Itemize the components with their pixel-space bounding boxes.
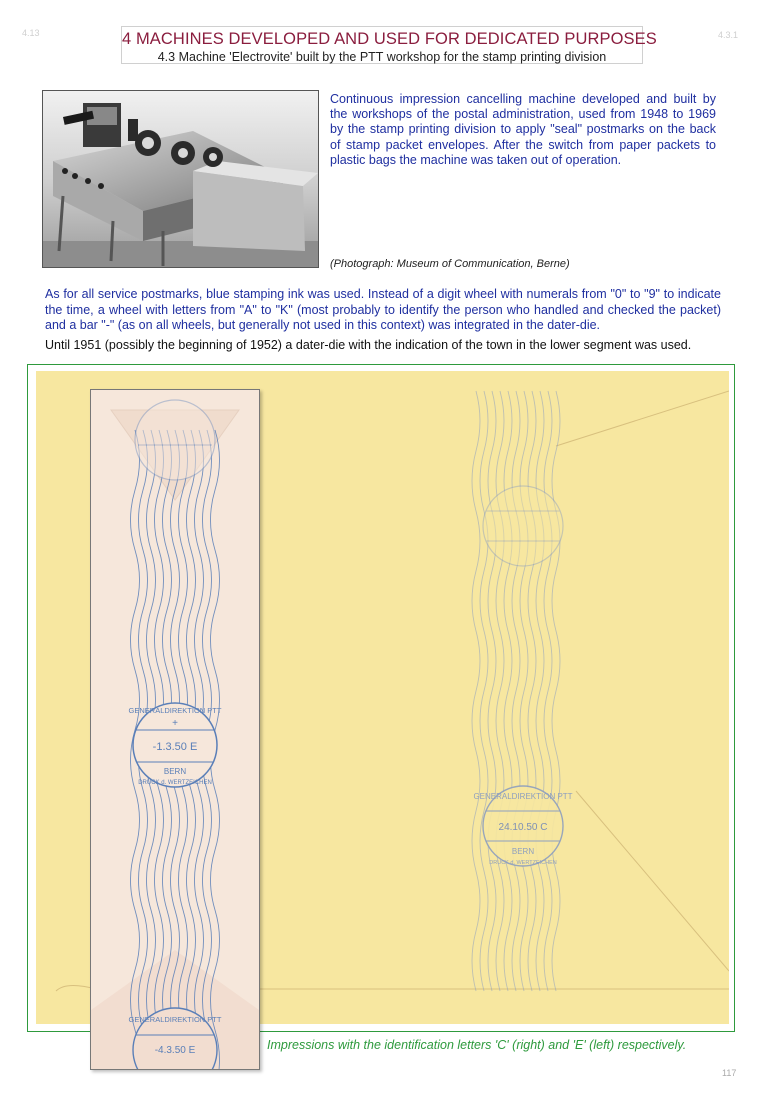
strip-bottom-postmark: [129, 1008, 222, 1069]
exhibit-caption: Impressions with the identification letters 'C' (right) and 'E' (left) respectively.: [267, 1038, 687, 1052]
title-box: [121, 26, 657, 64]
machine-illustration: [43, 91, 319, 268]
right-postmark-bottom: DRUCK d. WERTZEICHEN: [489, 860, 557, 866]
strip-top-faint-postmark: [135, 400, 215, 480]
right-page-ref: 4.3.1: [718, 30, 739, 40]
right-postmark-town: BERN: [511, 847, 535, 856]
left-postmark-date: -1.3.50 E: [152, 741, 198, 753]
stamp-packet-strip: [90, 389, 260, 1070]
machine-description: Continuous impression cancelling machine developed and built by the workshops of the postal administration, used from 1948 to 1969 by the stamp printing division to apply "seal" postmarks on the back of stamp packet envelopes. After the switch from paper packets to plastic bags the machine was taken out of operation.: [330, 92, 716, 167]
left-postmark-cross: +: [172, 718, 178, 729]
dater-die-note: Until 1951 (possibly the beginning of 1952) a dater-die with the indication of the town in the lower segment was used.: [45, 338, 692, 352]
left-page-ref: 4.13: [22, 28, 40, 38]
machine-photo: [42, 90, 319, 268]
right-postmark-top: GENERALDIREKTION PTT: [473, 792, 573, 801]
right-postmark-date: 24.10.50 C: [498, 822, 548, 833]
page-title: 4 MACHINES DEVELOPED AND USED FOR DEDICATED PURPOSES: [122, 30, 657, 48]
left-postmark-town: BERN: [163, 767, 187, 776]
left-postmark-top: GENERALDIREKTION PTT: [128, 706, 222, 715]
strip-drawing: [91, 390, 259, 1069]
upper-faint-postmark: [483, 486, 563, 566]
page-subtitle: 4.3 Machine 'Electrovite' built by the PTT workshop for the stamp printing division: [157, 50, 607, 64]
ink-paragraph: As for all service postmarks, blue stamping ink was used. Instead of a digit wheel with numerals from "0" to "9" to indicate the time, a wheel with letters from "A" to "K" (most probably to identify the person who handled and checked the packet) and a bar "-" (as on all wheels, but generally not used in this context) was integrated in the dater-die.: [45, 287, 721, 332]
strip-bottom-postmark-top: GENERALDIREKTION PTT: [128, 1015, 222, 1024]
photo-caption: (Photograph: Museum of Communication, Berne): [330, 258, 570, 270]
left-postmark-bottom: DRUCK d. WERTZEICHEN: [138, 780, 212, 786]
strip-bottom-postmark-date: -4.3.50 E: [154, 1045, 196, 1056]
page-number: 117: [722, 1068, 737, 1078]
